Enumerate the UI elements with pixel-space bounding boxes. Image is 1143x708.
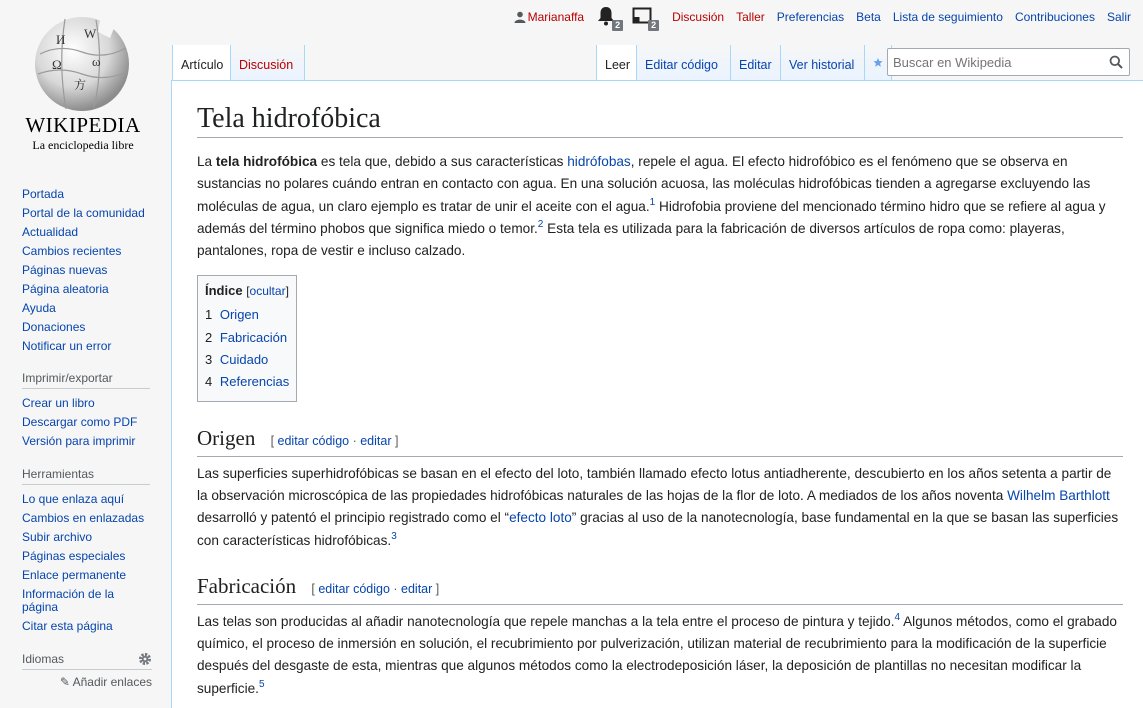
edit-bracket: [ — [270, 433, 278, 448]
personal-toolbar — [502, 6, 1131, 28]
beta-link[interactable]: Beta — [856, 10, 881, 24]
toc-link-fabricacion[interactable]: Fabricación — [219, 329, 288, 345]
fabricacion-paragraph — [197, 611, 1123, 700]
sidebar-item-actualidad[interactable]: Actualidad — [22, 225, 79, 239]
ref-1[interactable]: 1 — [649, 196, 656, 208]
tab-talk-label: Discusión — [239, 58, 294, 72]
personal-talk-link[interactable]: Discusión — [672, 10, 725, 24]
languages-heading-label: Idiomas — [22, 652, 65, 666]
ref-2[interactable]: 2 — [537, 218, 544, 230]
edit-link[interactable]: editar — [360, 433, 392, 448]
tab-edit[interactable] — [731, 45, 781, 80]
search-input[interactable] — [888, 49, 1088, 75]
sidebar — [22, 185, 152, 689]
intro-bold-term: tela hidrofóbica — [215, 154, 318, 169]
page-title: Tela hidrofóbica — [197, 101, 1123, 138]
edit-bracket: ] — [391, 433, 399, 448]
edit-source-link[interactable]: editar código — [318, 581, 390, 596]
section-title-origen: Origen — [197, 425, 256, 450]
languages-heading — [22, 652, 152, 670]
svg-text:Ω: Ω — [52, 57, 62, 72]
toc-title: Índice — [205, 283, 243, 299]
edit-bracket: [ — [311, 581, 319, 596]
add-links-button[interactable] — [22, 675, 152, 689]
tagline: La enciclopedia libre — [32, 138, 134, 152]
navigation-menu — [22, 185, 152, 356]
add-links-label: Añadir enlaces — [72, 675, 152, 689]
alerts-button[interactable] — [596, 6, 621, 30]
fabricacion-text: Las telas son producidas al añadir nanotecnología que repele manchas a la tela entre el proceso de pintura y tejido. — [197, 613, 895, 629]
origen-text: desarrolló y patentó el principio registrado como el “ — [197, 510, 510, 526]
toc-item[interactable] — [205, 349, 289, 371]
section-edit-links — [271, 434, 399, 448]
svg-text:W: W — [84, 26, 97, 41]
link-wilhelm-barthlott[interactable]: Wilhelm Barthlott — [1007, 487, 1110, 503]
sidebar-item-version-imprimir[interactable]: Versión para imprimir — [22, 434, 136, 448]
toc-toggle-bracket: ] — [285, 284, 289, 299]
section-title-fabricacion: Fabricación — [197, 573, 297, 598]
user-page-link[interactable] — [514, 10, 584, 24]
origen-text: Las superficies superhidrofóbicas se basan en el efecto del loto, también llamado efecto lotus antiadherente, descubierto en los años setenta a partir de la observación microscópica de las propiedades hidrofóbicas naturales de las hojas de la flor de loto. A mediados de los años noventa — [197, 465, 1112, 503]
sidebar-item-donaciones[interactable]: Donaciones — [22, 320, 86, 334]
wikipedia-logo[interactable] — [0, 0, 160, 160]
intro-paragraph — [197, 151, 1123, 262]
ref-4[interactable]: 4 — [894, 611, 901, 623]
username-link[interactable]: Marianaffa — [527, 10, 585, 24]
sidebar-item-paginas-especiales[interactable]: Páginas especiales — [22, 549, 126, 563]
edit-source-link[interactable]: editar código — [277, 433, 350, 448]
notices-button[interactable] — [632, 6, 657, 30]
tools-heading: Herramientas — [22, 467, 150, 485]
edit-separator: · — [349, 433, 361, 448]
search-box — [887, 48, 1130, 76]
sidebar-item-crear-libro[interactable]: Crear un libro — [22, 396, 95, 410]
sidebar-item-portada[interactable]: Portada — [22, 187, 65, 201]
link-hidrofobas[interactable]: hidrófobas — [567, 154, 631, 169]
preferences-link[interactable]: Preferencias — [776, 10, 845, 24]
sidebar-item-cambios-enlazadas[interactable]: Cambios en enlazadas — [22, 511, 145, 525]
notices-count: 2 — [648, 20, 659, 31]
logout-link[interactable]: Salir — [1106, 10, 1131, 24]
svg-text:И: И — [56, 32, 66, 47]
intro-text: es tela que, debido a sus características — [317, 154, 568, 169]
sidebar-item-notificar-error[interactable]: Notificar un error — [22, 339, 112, 353]
puzzle-globe-icon — [30, 14, 134, 114]
toc-toggle — [246, 284, 289, 298]
intro-text: , repele el agua. El efecto hidrofóbico es el fenómeno que se observa en sustancias no polares cuándo entran en contacto con agua. En una solución acuosa, las moléculas hidrofóbicas tienden a agregarse excluyendo las moléculas de agua, un claro ejemplo es tratar de unir el aceite con el agua. — [197, 154, 1091, 214]
svg-text:ω: ω — [92, 54, 101, 69]
section-heading-fabricacion — [197, 572, 1123, 605]
star-icon — [873, 55, 883, 70]
gear-icon[interactable] — [138, 652, 152, 666]
sidebar-item-paginas-nuevas[interactable]: Páginas nuevas — [22, 263, 108, 277]
toc-link-origen[interactable]: Origen — [219, 307, 259, 323]
fabricacion-text: Algunos métodos, como el grabado químico, el proceso de inmersión en solución, el recubrimiento por pulverización, utilizan material de recubrimiento para la modificación de la superficie después del desgaste de esta, mientras que algunos métodos como la electrodeposición láser, la deposición de plantillas no necesitan modificar la superficie. — [197, 613, 1117, 696]
content-area — [171, 80, 1143, 708]
tab-article[interactable] — [172, 45, 231, 80]
edit-link[interactable]: editar — [401, 581, 433, 596]
origen-text: ” gracias al uso de la nanotecnología, base fundamental en la que se basan las superficies con características hidrofóbicas. — [197, 510, 1119, 548]
intro-text: La — [197, 154, 216, 169]
pencil-icon: ✎ — [59, 675, 70, 689]
tab-talk[interactable] — [231, 45, 305, 80]
tab-edit-label: Editar — [739, 58, 772, 72]
svg-text:方: 方 — [74, 78, 87, 92]
watchlist-link[interactable]: Lista de seguimiento — [892, 10, 1003, 24]
sidebar-item-informacion-pagina[interactable]: Información de la página — [22, 587, 115, 614]
section-edit-links — [311, 582, 439, 596]
ref-5[interactable]: 5 — [258, 678, 265, 690]
print-export-menu — [22, 394, 152, 451]
toc-number: 4 — [205, 374, 213, 390]
tools-menu — [22, 490, 152, 636]
toc-toggle-bracket: [ — [246, 284, 250, 299]
link-efecto-loto[interactable]: efecto loto — [509, 510, 572, 526]
toc-number: 2 — [205, 329, 213, 345]
toc-link-cuidado[interactable]: Cuidado — [219, 352, 269, 368]
user-icon — [514, 11, 526, 23]
origen-paragraph — [197, 463, 1123, 552]
tab-read-label: Leer — [605, 58, 631, 72]
section-heading-origen — [197, 424, 1123, 457]
edit-separator: · — [389, 581, 402, 596]
toc-header — [205, 283, 289, 298]
toc-item[interactable] — [205, 327, 289, 349]
sidebar-item-enlace-permanente[interactable]: Enlace permanente — [22, 568, 127, 582]
sidebar-item-pagina-aleatoria[interactable]: Página aleatoria — [22, 282, 109, 296]
sidebar-item-lo-que-enlaza[interactable]: Lo que enlaza aquí — [22, 492, 125, 506]
sidebar-item-portal-comunidad[interactable]: Portal de la comunidad — [22, 206, 145, 220]
tab-history-label: Ver historial — [789, 58, 855, 72]
tab-history[interactable] — [781, 45, 865, 80]
toc-hide-link[interactable]: ocultar — [249, 284, 286, 299]
wordmark: WIKIPEDIA — [25, 113, 141, 137]
table-of-contents — [197, 275, 297, 401]
toc-number: 3 — [205, 352, 213, 368]
toc-number: 1 — [205, 307, 213, 323]
print-export-heading: Imprimir/exportar — [22, 371, 150, 389]
tab-read[interactable] — [596, 45, 637, 80]
edit-bracket: ] — [432, 581, 440, 596]
tab-edit-source-label: Editar código — [645, 58, 718, 72]
sidebar-item-ayuda[interactable]: Ayuda — [22, 301, 56, 315]
toc-item[interactable] — [205, 304, 289, 326]
toc-list — [205, 304, 289, 393]
search-icon[interactable] — [1109, 55, 1123, 69]
toc-link-referencias[interactable]: Referencias — [219, 374, 290, 390]
intro-text: Esta tela es utilizada para la fabricación de diversos artículos de ropa como: playeras, pantalones, ropa de vestir e incluso calzado. — [197, 220, 1065, 259]
sandbox-link[interactable]: Taller — [736, 10, 765, 24]
ref-3[interactable]: 3 — [391, 530, 397, 542]
tab-edit-source[interactable] — [637, 45, 731, 80]
sidebar-item-descargar-pdf[interactable]: Descargar como PDF — [22, 415, 138, 429]
sidebar-item-cambios-recientes[interactable]: Cambios recientes — [22, 244, 122, 258]
sidebar-item-subir-archivo[interactable]: Subir archivo — [22, 530, 93, 544]
contributions-link[interactable]: Contribuciones — [1014, 10, 1095, 24]
tab-article-label: Artículo — [181, 58, 224, 72]
intro-text: Hidrofobia proviene del mencionado término hidro que se refiere al agua y además del término phobos que significa miedo o temor. — [197, 198, 1106, 236]
alerts-count: 2 — [612, 20, 623, 31]
sidebar-item-citar-pagina[interactable]: Citar esta página — [22, 619, 113, 633]
toc-item[interactable] — [205, 371, 289, 393]
